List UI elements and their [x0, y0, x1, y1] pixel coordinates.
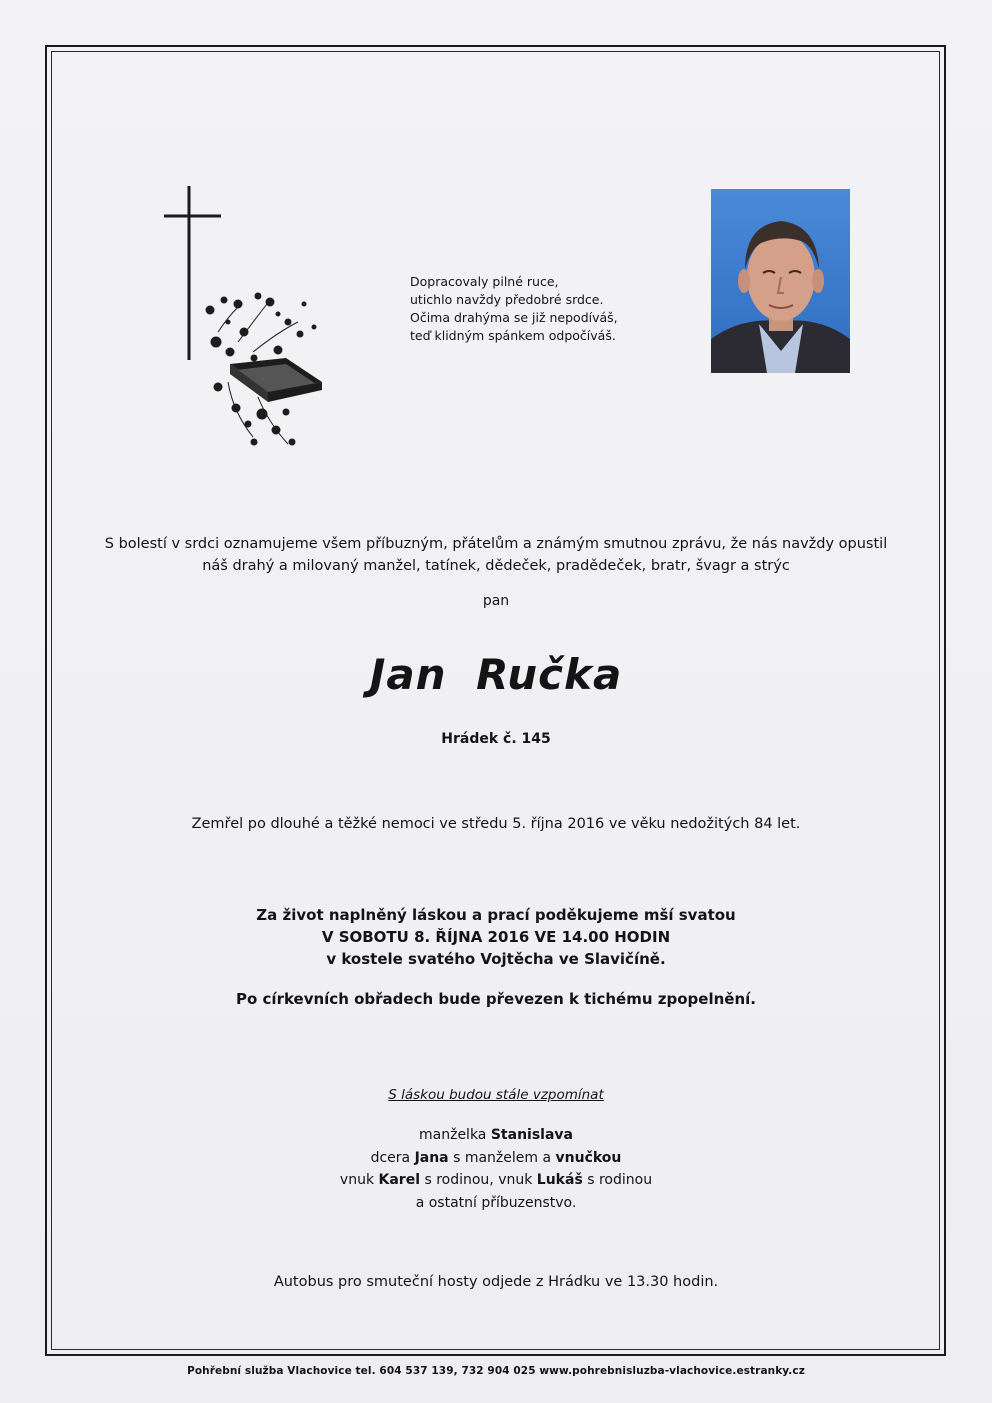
announcement-line: náš drahý a milovaný manžel, tatínek, dědeček, pradědeček, bratr, švagr a strýc — [202, 558, 790, 574]
mourner-text: s rodinou — [582, 1172, 653, 1188]
deceased-name: Jan Ručka — [369, 650, 623, 699]
mourner-row — [0, 1147, 992, 1170]
honorific: pan — [482, 593, 510, 609]
mourner-text: s manželem a — [448, 1149, 556, 1166]
cross-flowers-illustration — [158, 182, 333, 457]
mourner-row — [0, 1124, 992, 1147]
funeral-service-footer: Pohřební služba Vlachovice tel. 604 537 139, 732 904 025 www.pohrebnisluzba-vlachovice.estranky.cz — [187, 1365, 805, 1377]
mourner-name: Stanislava — [490, 1127, 573, 1143]
poem-line: Očima drahýma se již nepodíváš, — [410, 310, 618, 325]
poem-line: teď klidným spánkem odpočíváš. — [410, 328, 616, 343]
mourner-name: Karel — [378, 1172, 420, 1188]
death-notice: Zemřel po dlouhé a těžké nemoci ve středu 5. října 2016 ve věku nedožitých 84 let. — [191, 816, 801, 832]
mourner-text: manželka — [419, 1127, 491, 1143]
mourners-list — [0, 1124, 992, 1214]
mourner-name: Lukáš — [536, 1172, 583, 1188]
mourner-text: dcera — [370, 1149, 415, 1166]
mourners-heading: S láskou budou stále vzpomínat — [388, 1087, 604, 1103]
mourner-name: vnučkou — [555, 1149, 622, 1166]
portrait-photo — [711, 189, 850, 373]
mourner-row: a ostatní příbuzenstvo. — [415, 1194, 577, 1211]
ceremony-date: V SOBOTU 8. ŘÍJNA 2016 VE 14.00 HODIN — [321, 928, 671, 946]
cremation-notice: Po církevních obřadech bude převezen k tichému zpopelnění. — [236, 990, 756, 1008]
ceremony-place: v kostele svatého Vojtěcha ve Slavičíně. — [326, 950, 666, 968]
poem-line: utichlo navždy předobré srdce. — [410, 292, 604, 307]
deceased-address: Hrádek č. 145 — [441, 731, 551, 747]
mourner-text: s rodinou, vnuk — [420, 1172, 537, 1188]
announcement-line: S bolestí v srdci oznamujeme všem příbuzným, přátelům a známým smutnou zprávu, že nás navždy opustil — [104, 536, 888, 552]
bus-notice: Autobus pro smuteční hosty odjede z Hrádku ve 13.30 hodin. — [273, 1274, 719, 1290]
ceremony-line: Za život naplněný láskou a prací poděkujeme mší svatou — [256, 906, 736, 924]
announcement-text — [0, 533, 992, 577]
mourner-text: vnuk — [339, 1172, 379, 1188]
ceremony-details — [0, 904, 992, 970]
mourner-row — [0, 1169, 992, 1192]
mourner-name: Jana — [414, 1149, 449, 1166]
poem-line: Dopracovaly pilné ruce, — [410, 274, 559, 289]
memorial-poem — [410, 273, 670, 345]
